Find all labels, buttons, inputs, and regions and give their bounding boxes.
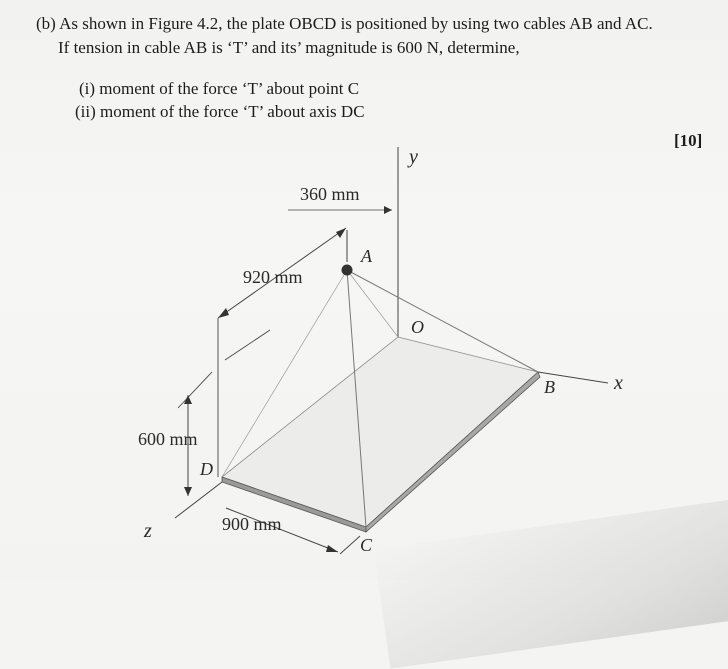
label-z-axis: z bbox=[144, 520, 152, 542]
dim-600-arrow-top bbox=[184, 395, 192, 404]
marks-label: [10] bbox=[674, 131, 703, 150]
point-A-marker bbox=[342, 265, 353, 276]
question-part-ii: (ii) moment of the force ‘T’ about axis DC bbox=[75, 102, 365, 121]
label-point-B: B bbox=[544, 377, 555, 397]
dim-900-ext bbox=[340, 536, 360, 554]
label-y-axis: y bbox=[409, 146, 418, 168]
dim-920-arrow-high bbox=[336, 228, 346, 238]
dim-600-arrow-bottom bbox=[184, 487, 192, 496]
question-part-i: (i) moment of the force ‘T’ about point C bbox=[79, 79, 360, 98]
label-point-C: C bbox=[360, 535, 373, 555]
label-dim-900: 900 mm bbox=[222, 514, 282, 534]
line-AO bbox=[347, 270, 398, 337]
dim-900-arrow bbox=[326, 545, 338, 552]
label-point-D: D bbox=[200, 459, 213, 479]
label-point-O: O bbox=[411, 317, 424, 337]
label-x-axis: x bbox=[614, 372, 623, 394]
label-dim-920: 920 mm bbox=[243, 267, 303, 287]
dim-920-ext-slant bbox=[225, 330, 270, 360]
dim-600-ext bbox=[178, 372, 212, 408]
label-dim-600: 600 mm bbox=[138, 429, 198, 449]
z-axis-line bbox=[175, 482, 222, 518]
label-dim-360: 360 mm bbox=[300, 184, 360, 204]
label-point-A: A bbox=[361, 246, 372, 266]
dim-920-arrow-low bbox=[218, 308, 229, 318]
dim-360-arrow bbox=[384, 206, 392, 214]
question-line-2: If tension in cable AB is ‘T’ and its’ magnitude is 600 N, determine, bbox=[58, 38, 520, 57]
question-line-1: (b) As shown in Figure 4.2, the plate OBCD is positioned by using two cables AB and AC. bbox=[36, 14, 653, 33]
